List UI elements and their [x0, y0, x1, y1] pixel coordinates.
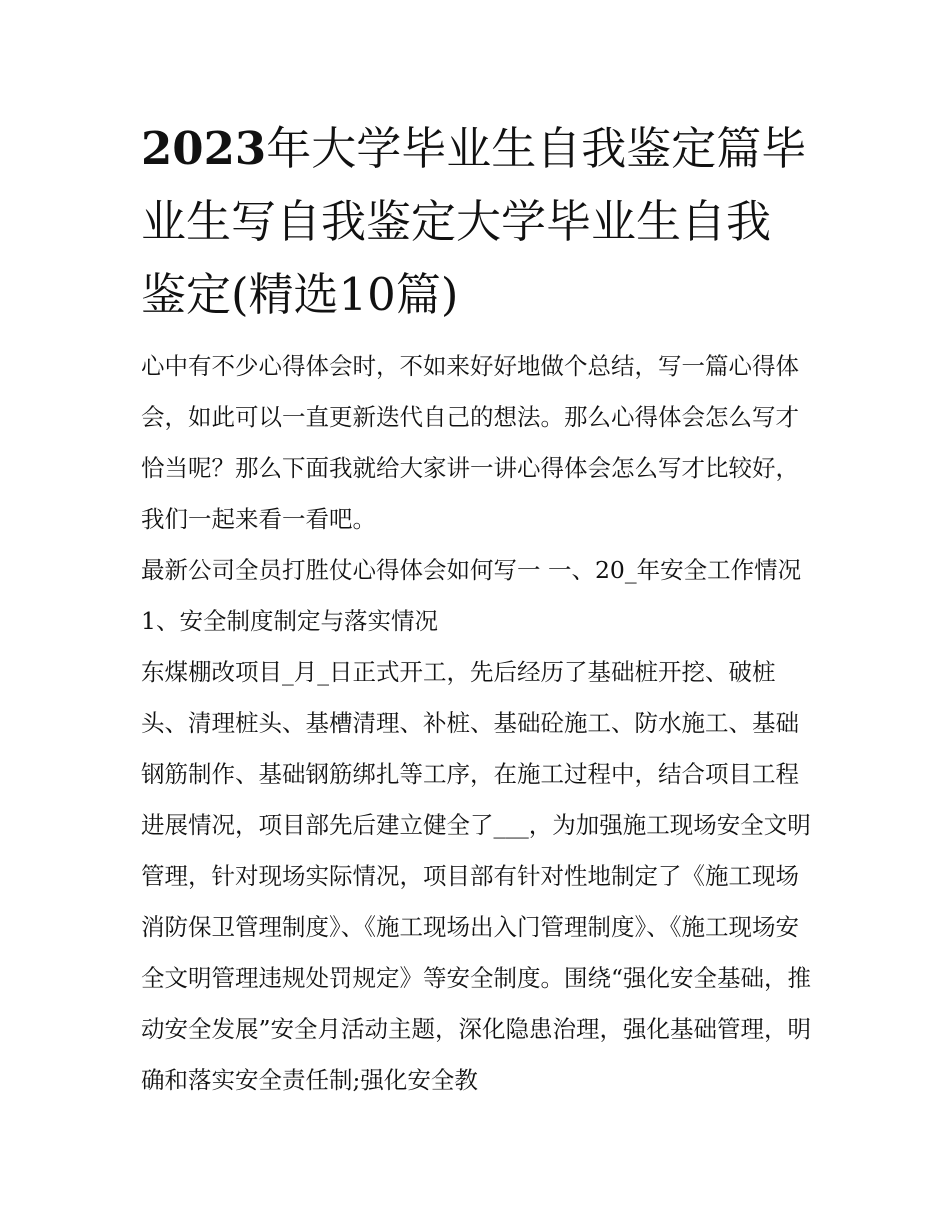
title-text: 年大学毕业生自我鉴定篇毕业生写自我鉴定大学毕业生自我鉴定(精选10篇): [141, 122, 807, 321]
paragraph-heading: 最新公司全员打胜仗心得体会如何写一 一、20_年安全工作情况 1、安全制度制定与落实情况: [141, 556, 802, 635]
paragraph-body: 东煤棚改项目_月_日正式开工，先后经历了基础桩开挖、破桩头、清理桩头、基槽清理、补桩、基础砼施工、防水施工、基础钢筋制作、基础钢筋绑扎等工序，在施工过程中，结合项目工程进展情况，项目部先后建立健全了___，为加强施工现场安全文明管理，针对现场实际情况，项目部有针对性地制定了《施工现场消防保卫管理制度》、《施工现场出入门管理制度》、《施工现场安全文明管理违规处罚规定》等安全制度。围绕“强化安全基础，推动安全发展”安全月活动主题，深化隐患治理，强化基础管理，明确和落实安全责任制;强化安全教: [141, 658, 812, 1094]
document-body: [141, 112, 813, 1106]
paragraph-intro: 心中有不少心得体会时，不如来好好地做个总结，写一篇心得体会，如此可以一直更新迭代自己的想法。那么心得体会怎么写才恰当呢？那么下面我就给大家讲一讲心得体会怎么写才比较好，我们一起来看一看吧。: [141, 352, 799, 533]
document-title: [141, 112, 813, 331]
title-year: 2023: [141, 122, 267, 175]
